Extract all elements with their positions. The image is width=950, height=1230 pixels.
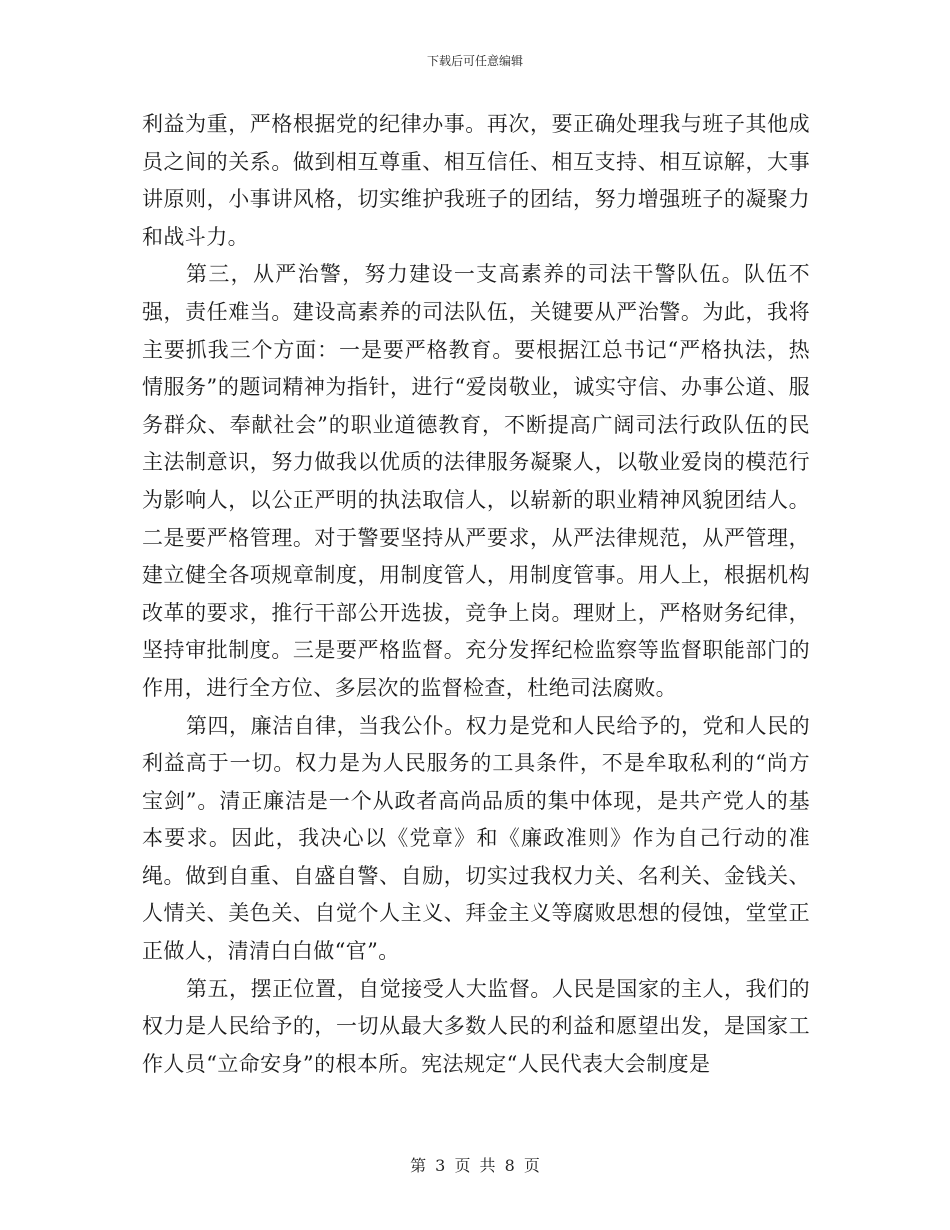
paragraph-continuation: 利益为重，严格根据党的纪律办事。再次，要正确处理我与班子其他成员之间的关系。做到相互尊重、相互信任、相互支持、相互谅解，大事讲原则，小事讲风格，切实维护我班子的团结，努力增强班子的凝聚力和战斗力。 — [142, 112, 810, 249]
paragraph-fifth-point: 第五，摆正位置，自觉接受人大监督。人民是国家的主人，我们的权力是人民给予的，一切从最大多数人民的利益和愿望出发，是国家工作人员“立命安身”的根本所。宪法规定“人民代表大会制度是 — [142, 976, 810, 1076]
page-header: 下载后可任意编辑 — [426, 54, 523, 68]
document-body — [142, 106, 810, 1083]
page-number-footer: 第 3 页 共 8 页 — [410, 1156, 540, 1175]
paragraph-fourth-point: 第四，廉洁自律，当我公仆。权力是党和人民给予的，党和人民的利益高于一切。权力是为人民服务的工具条件，不是牟取私利的“尚方宝剑”。清正廉洁是一个从政者高尚品质的集中体现，是共产党人的基本要求。因此，我决心以《党章》和《廉政准则》作为自己行动的准绳。做到自重、自盛自警、自励，切实过我权力关、名利关、金钱关、人情关、美色关、自觉个人主义、拜金主义等腐败思想的侵蚀，堂堂正正做人，清清白白做“官”。 — [142, 713, 810, 964]
paragraph-third-point: 第三，从严治警，努力建设一支高素养的司法干警队伍。队伍不强，责任难当。建设高素养的司法队伍，关键要从严治警。为此，我将主要抓我三个方面：一是要严格教育。要根据江总书记“严格执法，热情服务”的题词精神为指针，进行“爱岗敬业，诚实守信、办事公道、服务群众、奉献社会”的职业道德教育，不断提高广阔司法行政队伍的民主法制意识，努力做我以优质的法律服务凝聚人，以敬业爱岗的模范行为影响人，以公正严明的执法取信人，以崭新的职业精神风貌团结人。二是要严格管理。对于警要坚持从严要求，从严法律规范，从严管理，建立健全各项规章制度，用制度管人，用制度管事。用人上，根据机构改革的要求，推行干部公开选拔，竞争上岗。理财上，严格财务纪律，坚持审批制度。三是要严格监督。充分发挥纪检监察等监督职能部门的作用，进行全方位、多层次的监督检查，杜绝司法腐败。 — [142, 262, 810, 700]
